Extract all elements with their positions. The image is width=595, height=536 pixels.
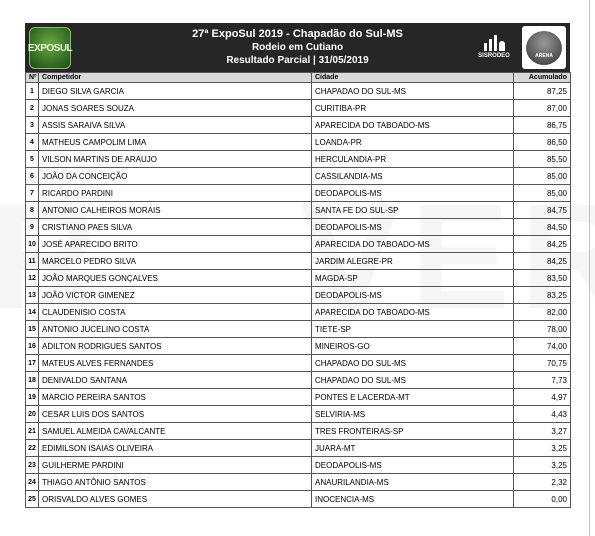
rank-cell: 8 [26,202,39,219]
accumulated-cell: 82,00 [514,304,571,321]
rank-cell: 15 [26,321,39,338]
competitor-cell: JOSÉ APARECIDO BRITO [39,236,312,253]
header-accumulated: Acumulado [514,73,571,83]
accumulated-cell: 87,25 [514,83,571,100]
table-row [26,117,571,134]
city-cell: SANTA FE DO SUL-SP [312,202,514,219]
table-row [26,134,571,151]
rank-cell: 1 [26,83,39,100]
competitor-cell: DIEGO SILVA GARCIA [39,83,312,100]
header-num: Nº [26,73,39,83]
competitor-cell: RICARDO PARDINI [39,185,312,202]
rank-cell: 19 [26,389,39,406]
rank-cell: 22 [26,440,39,457]
rank-cell: 25 [26,491,39,508]
accumulated-cell: 3,25 [514,440,571,457]
accumulated-cell: 3,25 [514,457,571,474]
results-document [25,23,570,508]
accumulated-cell: 85,50 [514,151,571,168]
competitor-cell: ANTONIO JUCELINO COSTA [39,321,312,338]
city-cell: APARECIDA DO TABOADO-MS [312,236,514,253]
rank-cell: 23 [26,457,39,474]
competitor-cell: VILSON MARTINS DE ARAUJO [39,151,312,168]
table-row [26,202,571,219]
city-cell: MINEIROS-GO [312,338,514,355]
table-row [26,236,571,253]
rank-cell: 24 [26,474,39,491]
table-row [26,474,571,491]
exposul-logo: EXPOSUL [29,27,71,69]
city-cell: SELVIRIA-MS [312,406,514,423]
table-row [26,423,571,440]
table-row [26,355,571,372]
rank-cell: 6 [26,168,39,185]
table-row [26,440,571,457]
accumulated-cell: 86,75 [514,117,571,134]
table-row [26,406,571,423]
accumulated-cell: 3,27 [514,423,571,440]
competitor-cell: JOÃO MARQUES GONÇALVES [39,270,312,287]
city-cell: DEODAPOLIS-MS [312,219,514,236]
rank-cell: 14 [26,304,39,321]
table-row [26,338,571,355]
competitor-cell: ORISVALDO ALVES GOMES [39,491,312,508]
city-cell: APARECIDA DO TABOADO-MS [312,304,514,321]
table-row [26,457,571,474]
competitor-cell: JOÃO VICTOR GIMENEZ [39,287,312,304]
results-table [25,72,571,508]
city-cell: JARDIM ALEGRE-PR [312,253,514,270]
competitor-cell: ADILTON RODRIGUES SANTOS [39,338,312,355]
rank-cell: 16 [26,338,39,355]
accumulated-cell: 87,00 [514,100,571,117]
accumulated-cell: 70,75 [514,355,571,372]
table-row [26,83,571,100]
rank-cell: 18 [26,372,39,389]
accumulated-cell: 0,00 [514,491,571,508]
rank-cell: 12 [26,270,39,287]
accumulated-cell: 84,75 [514,202,571,219]
rank-cell: 20 [26,406,39,423]
accumulated-cell: 85,00 [514,185,571,202]
accumulated-cell: 2,32 [514,474,571,491]
header-competitor: Competidor [39,73,312,83]
rank-cell: 4 [26,134,39,151]
competitor-cell: CRISTIANO PAES SILVA [39,219,312,236]
table-row [26,389,571,406]
rank-cell: 5 [26,151,39,168]
competitor-cell: GUILHERME PARDINI [39,457,312,474]
competitor-cell: MARCIO PEREIRA SANTOS [39,389,312,406]
competitor-cell: MATHEUS CAMPOLIM LIMA [39,134,312,151]
accumulated-cell: 84,50 [514,219,571,236]
document-header [25,23,570,72]
rank-cell: 3 [26,117,39,134]
city-cell: APARECIDA DO TABOADO-MS [312,117,514,134]
city-cell: ANAURILANDIA-MS [312,474,514,491]
table-row [26,185,571,202]
table-header-row [26,73,571,83]
event-title: 27ª ExpoSul 2019 - Chapadão do Sul-MS [192,28,403,40]
competitor-cell: CLAUDENISIO COSTA [39,304,312,321]
accumulated-cell: 84,25 [514,253,571,270]
competitor-cell: ANTONIO CALHEIROS MORAIS [39,202,312,219]
rank-cell: 10 [26,236,39,253]
competitor-cell: EDIMILSON ISAIAS OLIVEIRA [39,440,312,457]
table-row [26,151,571,168]
accumulated-cell: 85,00 [514,168,571,185]
table-row [26,270,571,287]
competitor-cell: SAMUEL ALMEIDA CAVALCANTE [39,423,312,440]
city-cell: JUARA-MT [312,440,514,457]
arena-logo: ARENA [522,26,566,69]
rank-cell: 9 [26,219,39,236]
accumulated-cell: 74,00 [514,338,571,355]
table-row [26,100,571,117]
accumulated-cell: 83,25 [514,287,571,304]
table-row [26,321,571,338]
accumulated-cell: 7,73 [514,372,571,389]
event-subtitle: Rodeio em Cutiano [251,42,344,53]
table-row [26,253,571,270]
city-cell: CASSILANDIA-MS [312,168,514,185]
competitor-cell: MARCELO PEDRO SILVA [39,253,312,270]
city-cell: CURITIBA-PR [312,100,514,117]
accumulated-cell: 4,43 [514,406,571,423]
city-cell: LOANDA-PR [312,134,514,151]
competitor-cell: JONAS SOARES SOUZA [39,100,312,117]
result-date: Resultado Parcial | 31/05/2019 [226,55,369,66]
city-cell: CHAPADAO DO SUL-MS [312,372,514,389]
city-cell: TIETE-SP [312,321,514,338]
accumulated-cell: 4,97 [514,389,571,406]
table-row [26,304,571,321]
competitor-cell: ASSIS SARAIVA SILVA [39,117,312,134]
table-row [26,219,571,236]
city-cell: DEODAPOLIS-MS [312,287,514,304]
rank-cell: 2 [26,100,39,117]
table-row [26,491,571,508]
city-cell: DEODAPOLIS-MS [312,457,514,474]
city-cell: PONTES E LACERDA-MT [312,389,514,406]
accumulated-cell: 86,50 [514,134,571,151]
rank-cell: 7 [26,185,39,202]
table-row [26,287,571,304]
accumulated-cell: 83,50 [514,270,571,287]
city-cell: DEODAPOLIS-MS [312,185,514,202]
rank-cell: 21 [26,423,39,440]
city-cell: CHAPADAO DO SUL-MS [312,83,514,100]
city-cell: HERCULANDIA-PR [312,151,514,168]
accumulated-cell: 84,25 [514,236,571,253]
table-row [26,168,571,185]
table-row [26,372,571,389]
competitor-cell: CESAR LUIS DOS SANTOS [39,406,312,423]
rank-cell: 13 [26,287,39,304]
competitor-cell: JOÃO DA CONCEIÇÃO [39,168,312,185]
city-cell: MAGDA-SP [312,270,514,287]
city-cell: TRES FRONTEIRAS-SP [312,423,514,440]
rank-cell: 11 [26,253,39,270]
header-city: Cidade [312,73,514,83]
competitor-cell: MATEUS ALVES FERNANDES [39,355,312,372]
competitor-cell: DENIVALDO SANTANA [39,372,312,389]
city-cell: INOCENCIA-MS [312,491,514,508]
sisrodeo-logo: SISRODEO [471,33,517,63]
competitor-cell: THIAGO ANTÔNIO SANTOS [39,474,312,491]
accumulated-cell: 78,00 [514,321,571,338]
rank-cell: 17 [26,355,39,372]
city-cell: CHAPADAO DO SUL-MS [312,355,514,372]
